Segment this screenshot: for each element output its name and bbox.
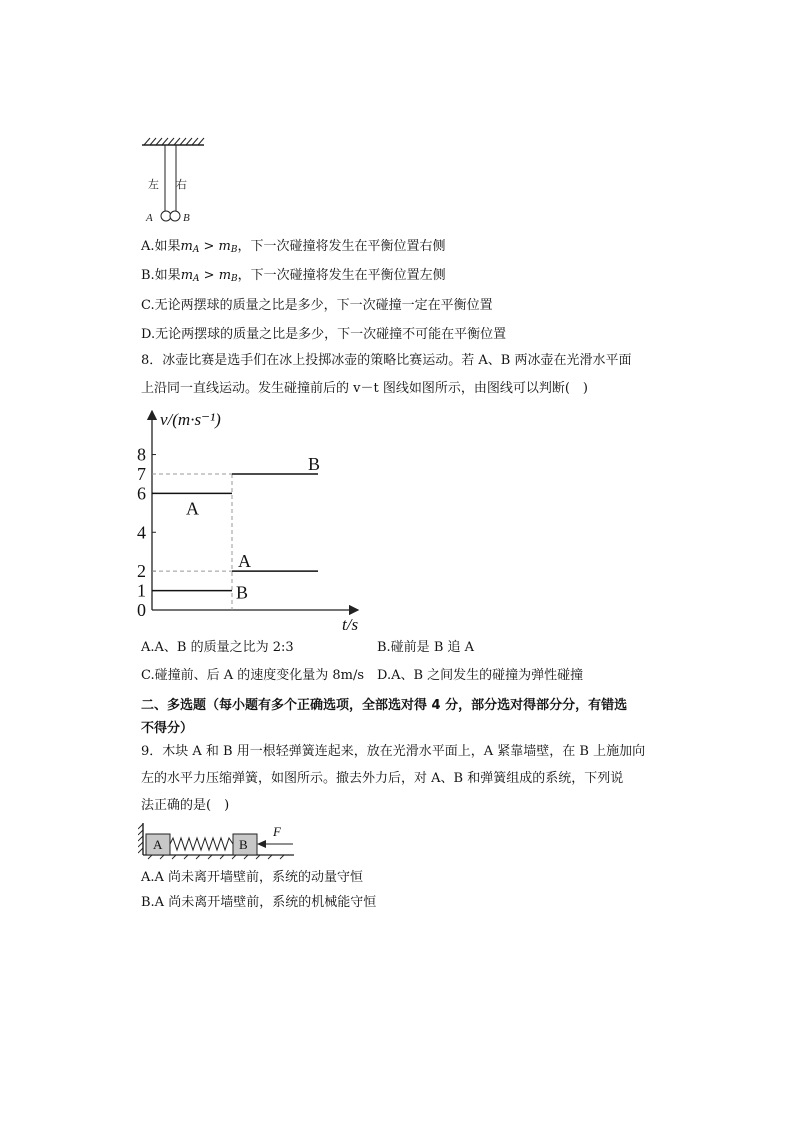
q8-option-c: C.碰撞前、后 A 的速度变化量为 8m/s (141, 668, 365, 683)
q7-option-d: D.无论两摆球的质量之比是多少，下一次碰撞不可能在平衡位置 (141, 327, 507, 342)
label-left: 左 (148, 179, 159, 191)
spring-block-figure (138, 821, 308, 861)
pendulum-figure (130, 136, 250, 236)
q7-option-a: A.如果$m_A > m_B$，下一次碰撞将发生在平衡位置右侧 (141, 239, 446, 255)
q8-option-b: B.碰前是 B 追 A (377, 640, 475, 655)
y-tick-label: 0 (137, 600, 146, 620)
label-b-before: B (236, 582, 249, 603)
ball-b-label: B (183, 212, 190, 224)
force-label: F (273, 824, 281, 839)
label-right: 右 (176, 179, 187, 191)
block-a-label: A (153, 837, 163, 852)
q8-stem-line-2: 上沿同一直线运动。发生碰撞前后的 v－t 图线如图所示，由图线可以判断( ) (141, 381, 588, 396)
y-tick-label: 7 (137, 463, 146, 484)
section-2-heading-line-1: 二、多选题（每小题有多个正确选项，全部选对得 4 分，部分选对得部分分，有错选 (141, 698, 628, 713)
block-b-label: B (239, 837, 248, 852)
velocity-time-chart (130, 403, 370, 635)
q7-option-b: B.如果$m_A > m_B$，下一次碰撞将发生在平衡位置左侧 (141, 268, 446, 284)
q8-option-d: D.A、B 之间发生的碰撞为弹性碰撞 (377, 668, 584, 683)
y-tick-label: 4 (137, 522, 146, 543)
ball-a-label: A (146, 212, 153, 224)
q9-option-b: B.A 尚未离开墙壁前，系统的机械能守恒 (141, 895, 377, 910)
label-b-after: B (308, 453, 321, 474)
section-2-heading-line-2: 不得分） (141, 721, 194, 736)
y-tick-label: 1 (137, 580, 146, 601)
y-tick-label: 8 (137, 444, 146, 465)
q8-option-a: A.A、B 的质量之比为 2:3 (141, 640, 294, 655)
y-tick-label: 2 (137, 561, 146, 582)
label-a-after: A (238, 551, 251, 572)
q7-option-c: C.无论两摆球的质量之比是多少，下一次碰撞一定在平衡位置 (141, 298, 493, 313)
q8-stem-line-1: 8．冰壶比赛是选手们在冰上投掷冰壶的策略比赛运动。若 A、B 两冰壶在光滑水平面 (141, 353, 632, 368)
q9-stem-line-2: 左的水平力压缩弹簧，如图所示。撤去外力后，对 A、B 和弹簧组成的系统，下列说 (141, 771, 624, 786)
q9-option-a: A.A 尚未离开墙壁前，系统的动量守恒 (141, 870, 364, 885)
x-axis-label: t/s (342, 615, 359, 634)
q9-stem-line-1: 9．木块 A 和 B 用一根轻弹簧连起来，放在光滑水平面上，A 紧靠墙壁，在 B 上施加向 (141, 744, 646, 759)
y-axis-label: v/(m·s⁻¹) (160, 410, 221, 429)
spring (170, 838, 233, 850)
y-tick-label: 6 (137, 483, 146, 504)
q9-stem-line-3: 法正确的是( ) (141, 798, 230, 813)
label-a-before: A (186, 498, 199, 519)
